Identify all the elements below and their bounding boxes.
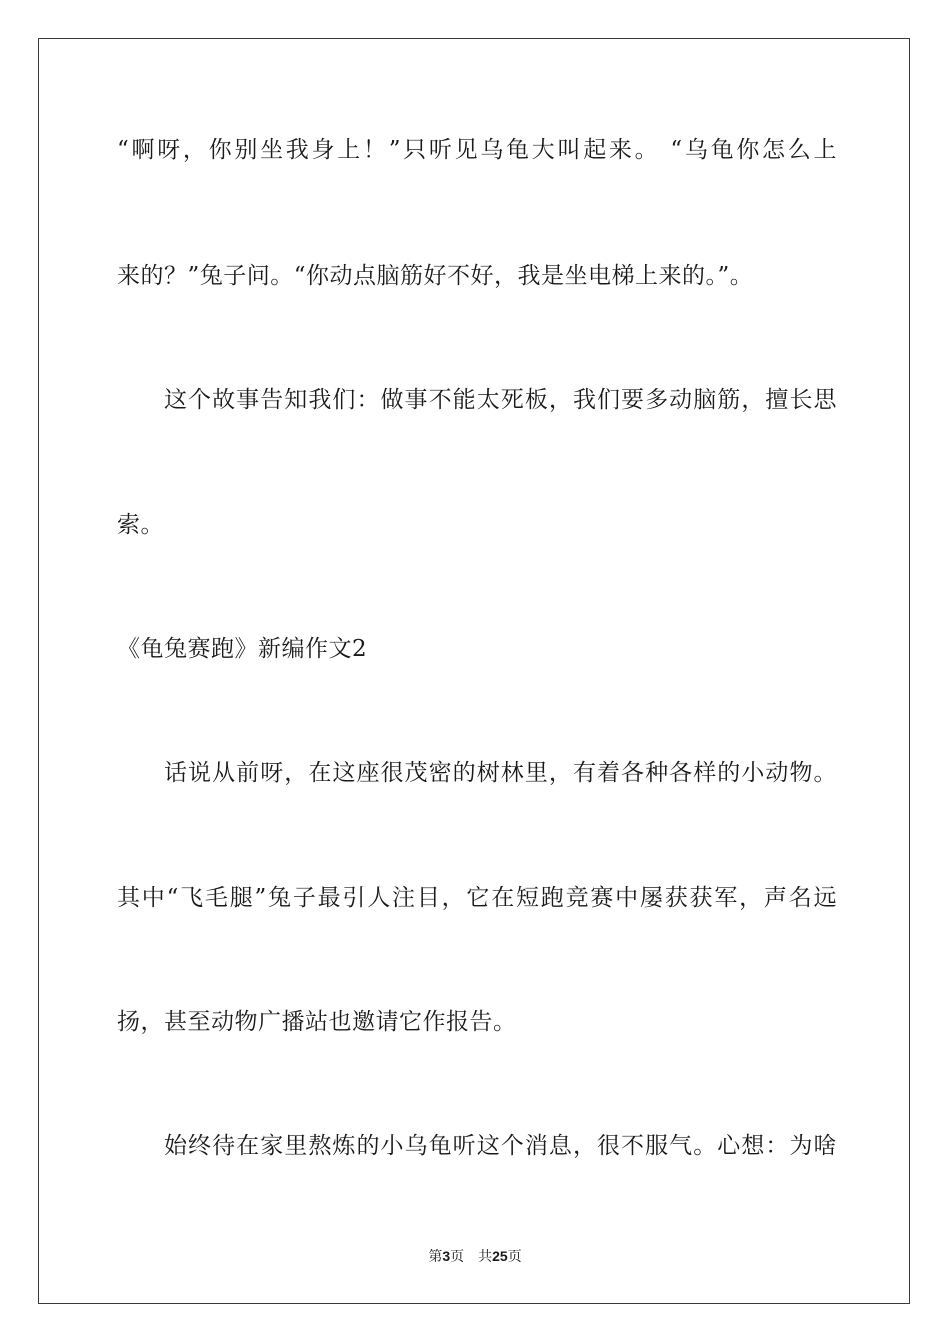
footer-page-prefix: 第 bbox=[428, 1249, 443, 1265]
text-line-4: 索。 bbox=[117, 512, 164, 538]
text-line-9: 始终待在家里熬炼的小乌龟听这个消息，很不服气。心想：为啥 bbox=[164, 1133, 837, 1159]
footer-page-current: 3 bbox=[442, 1248, 451, 1264]
footer-page-unit: 页 bbox=[450, 1249, 465, 1265]
section-heading: 《龟兔赛跑》新编作文2 bbox=[117, 636, 368, 662]
page-border bbox=[38, 38, 910, 1304]
text-line-6: 话说从前呀，在这座很茂密的树林里，有着各种各样的小动物。 bbox=[164, 760, 837, 786]
footer-total-prefix: 共 bbox=[478, 1249, 493, 1265]
text-line-2: 来的？”兔子问。“你动点脑筋好不好，我是坐电梯上来的。”。 bbox=[117, 263, 754, 289]
text-line-7: 其中“飞毛腿”兔子最引人注目，它在短跑竞赛中屡获获军，声名远 bbox=[117, 885, 837, 911]
text-line-8: 扬，甚至动物广播站也邀请它作报告。 bbox=[117, 1009, 517, 1035]
text-line-3: 这个故事告知我们：做事不能太死板，我们要多动脑筋，擅长思 bbox=[164, 387, 837, 413]
page-footer bbox=[0, 1246, 950, 1266]
footer-page-total: 25 bbox=[492, 1248, 508, 1264]
footer-total-unit: 页 bbox=[507, 1249, 522, 1265]
text-line-1: “啊呀，你别坐我身上！”只听见乌龟大叫起来。 “乌龟你怎么上 bbox=[117, 137, 837, 163]
